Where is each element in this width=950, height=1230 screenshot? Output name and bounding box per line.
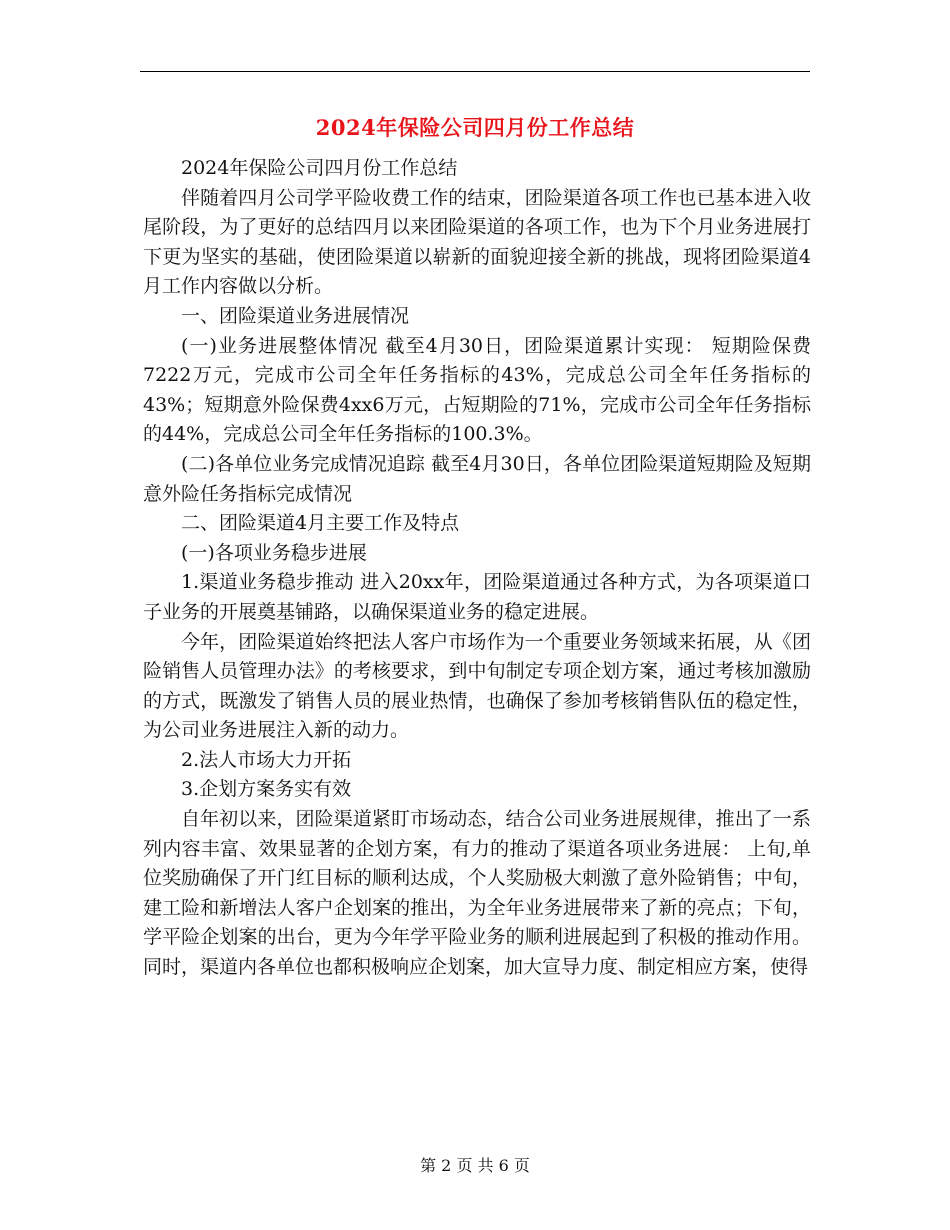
paragraph-planning: 自年初以来，团险渠道紧盯市场动态，结合公司业务进展规律，推出了一系列内容丰富、效果显著的企划方案，有力的推动了渠道各项业务进展： 上旬,单位奖励确保了开门红目标的顺利达成，个人奖励极大刺激了意外险销售；中旬，建工险和新增法人客户企划案的推出，为全年业务进展带来了新的亮点；下旬，学平险企划案的出台，更为今年学平险业务的顺利进展起到了积极的推动作用。同时，渠道内各单位也都积极响应企划案，加大宣导力度、制定相应方案，使得 [143, 808, 811, 979]
document-title: 2024年保险公司四月份工作总结 [315, 115, 635, 140]
section-heading-1: 一、团险渠道业务进展情况 [181, 304, 410, 327]
page-number: 第 2 页 共 6 页 [420, 1156, 530, 1175]
paragraph-overall-progress: (一)业务进展整体情况 截至4月30日，团险渠道累计实现： 短期险保费7222万元，完成市公司全年任务指标的43%，完成总公司全年任务指标的43%；短期意外险保费4xx6万元，占短期险的71%，完成市公司全年任务指标的44%，完成总公司全年任务指标的100.3%。 [143, 334, 811, 446]
paragraph-channel-business: 1.渠道业务稳步推动 进入20xx年，团险渠道通过各种方式，为各项渠道口子业务的开展奠基铺路，以确保渠道业务的稳定进展。 [143, 571, 811, 623]
paragraph-subtitle: 2024年保险公司四月份工作总结 [181, 157, 458, 179]
paragraph-intro: 伴随着四月公司学平险收费工作的结束，团险渠道各项工作也已基本进入收尾阶段，为了更好的总结四月以来团险渠道的各项工作，也为下个月业务进展打下更为坚实的基础，使团险渠道以崭新的面貌迎接全新的挑战，现将团险渠道4月工作内容做以分析。 [143, 186, 811, 298]
header-rule [140, 71, 810, 72]
paragraph-corporate-market: 今年，团险渠道始终把法人客户市场作为一个重要业务领域来拓展，从《团险销售人员管理办法》的考核要求，到中旬制定专项企划方案，通过考核加激励的方式，既激发了销售人员的展业热情，也确保了参加考核销售队伍的稳定性，为公司业务进展注入新的动力。 [143, 630, 811, 742]
subsection-heading-1: (一)各项业务稳步进展 [181, 541, 367, 564]
paragraph-unit-tracking: (二)各单位业务完成情况追踪 截至4月30日，各单位团险渠道短期险及短期意外险任务指标完成情况 [143, 452, 811, 505]
item-heading-2: 2.法人市场大力开拓 [181, 748, 352, 771]
section-heading-2: 二、团险渠道4月主要工作及特点 [181, 512, 460, 535]
document-body [143, 154, 811, 983]
item-heading-3: 3.企划方案务实有效 [181, 778, 352, 801]
